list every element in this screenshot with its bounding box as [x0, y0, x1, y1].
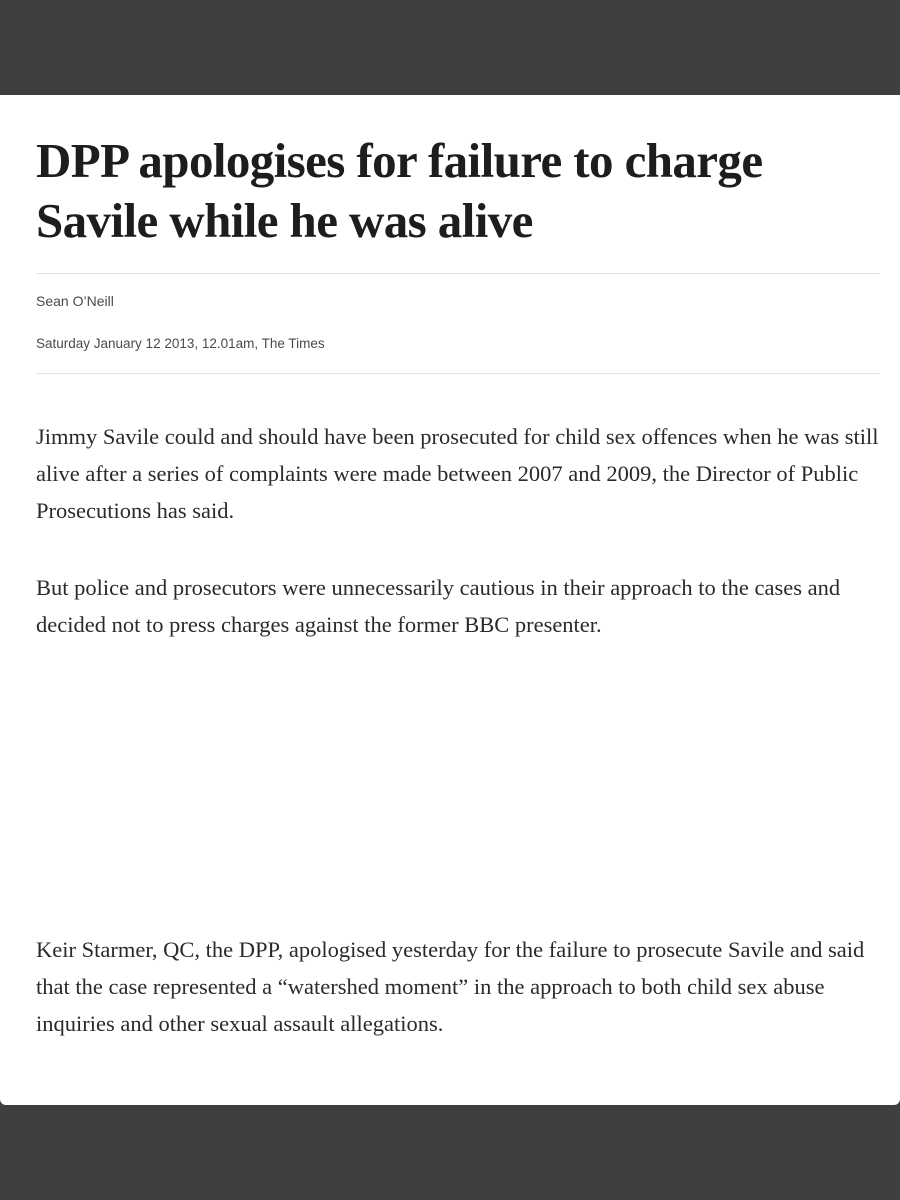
- article-headline: DPP apologises for failure to charge Savile while he was alive: [36, 133, 763, 248]
- article-dateline: Saturday January 12 2013, 12.01am, The Times: [36, 336, 325, 351]
- bottom-dark-bar: [0, 1105, 900, 1200]
- article-page: [0, 95, 900, 1105]
- divider-bottom: [36, 373, 880, 374]
- article-paragraph-1: Jimmy Savile could and should have been prosecuted for child sex offences when he was still alive after a series of complaints were made between 2007 and 2009, the Director of Public Prosecutions has said.: [36, 424, 879, 523]
- top-dark-bar: [0, 0, 900, 95]
- article-paragraph-2: But police and prosecutors were unnecessarily cautious in their approach to the cases and decided not to press charges against the former BBC presenter.: [36, 575, 841, 637]
- divider-top: [36, 273, 880, 274]
- article-author[interactable]: Sean O’Neill: [36, 293, 114, 309]
- article-paragraph-3: Keir Starmer, QC, the DPP, apologised yesterday for the failure to prosecute Savile and said that the case represented a “watershed moment” in the approach to both child sex abuse inquiries and other sexual assault allegations.: [36, 937, 865, 1036]
